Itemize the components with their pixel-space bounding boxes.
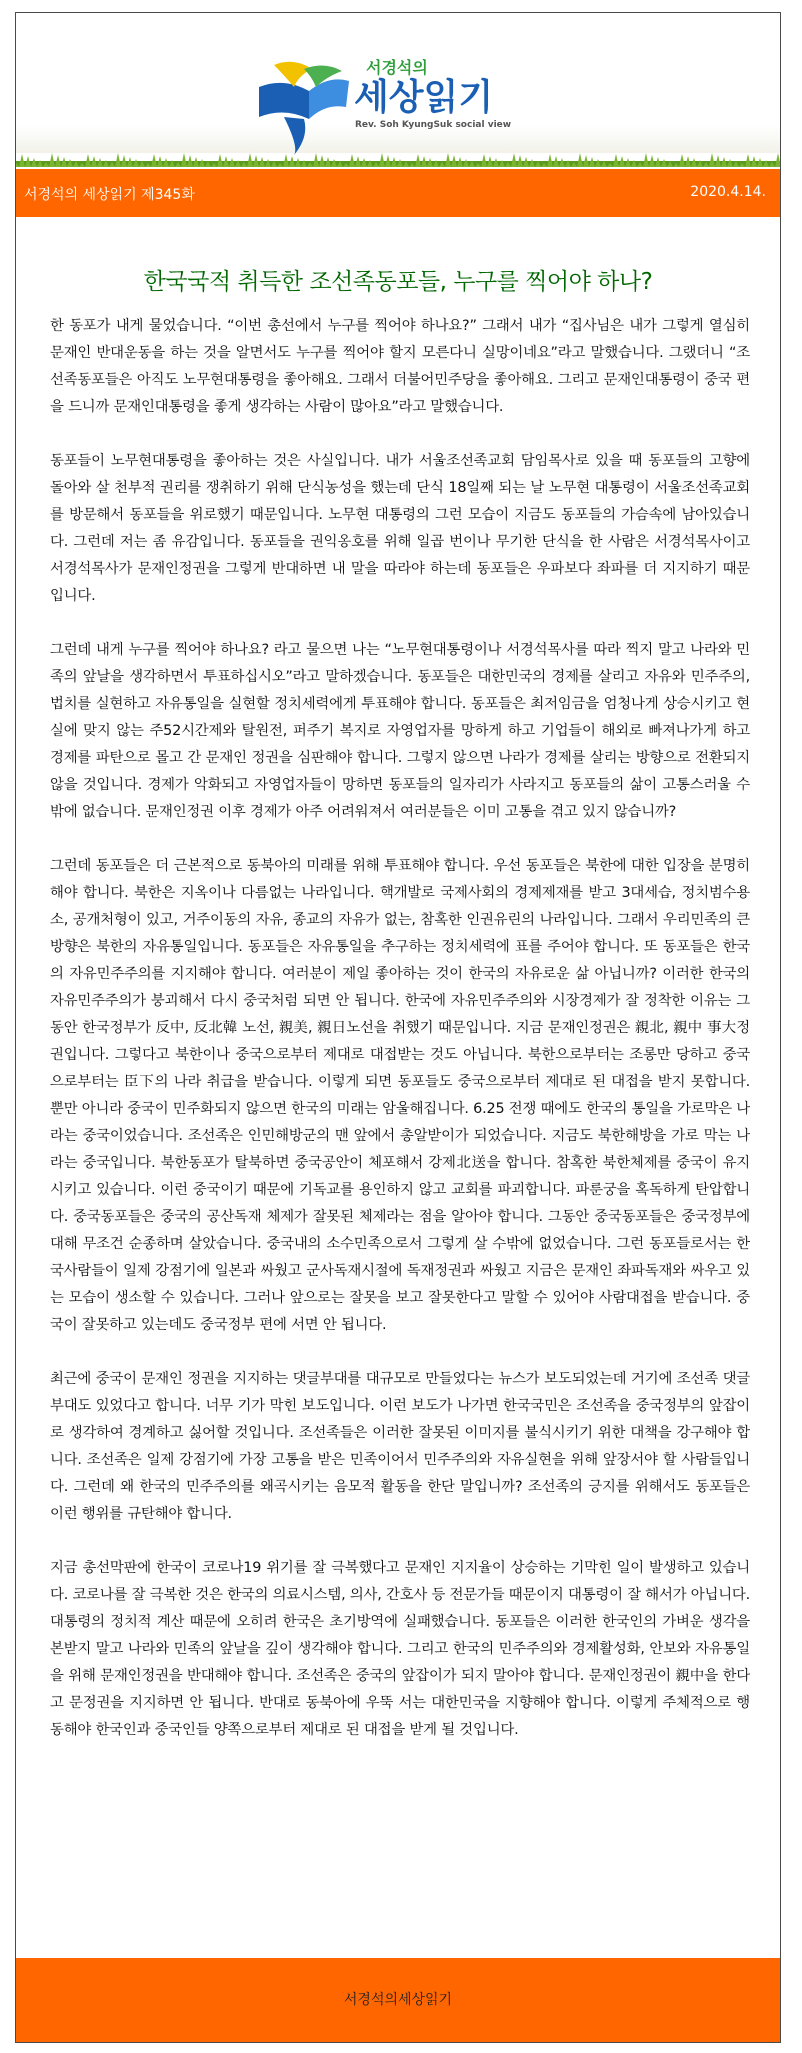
site-logo[interactable] [254, 57, 584, 157]
book-logo-icon [259, 62, 349, 155]
paragraph: 한 동포가 내게 물었습니다. “이번 총선에서 누구를 찍어야 하나요?” 그래서 내가 “집사님은 내가 그렇게 열심히 문재인 반대운동을 하는 것을 알면서도 누구를 찍어야 할지 모른다니 실망이네요”라고 말했습니다. 그랬더니 “조선족동포들은 아직도 노무현대통령을 좋아해요. 그래서 더불어민주당을 좋아해요. 그리고 문재인대통령이 중국 편을 드니까 문재인대통령을 좋게 생각하는 사람이 많아요”라고 말했습니다. [50, 318, 750, 415]
article-body [50, 313, 750, 1771]
footer [16, 1958, 780, 2042]
paragraph: 그런데 내게 누구를 찍어야 하나요? 라고 물으면 나는 “노무현대통령이나 서경석목사를 따라 찍지 말고 나라와 민족의 앞날을 생각하면서 투표하십시오”라고 말하겠습니다. 동포들은 대한민국의 경제를 살리고 자유와 민주주의, 법치를 실현하고 자유통일을 실현할 정치세력에게 투표해야 합니다. 동포들은 최저임금을 엄청나게 상승시키고 현실에 맞지 않는 주52시간제와 탈원전, 퍼주기 복지로 자영업자를 망하게 하고 기업들이 해외로 빠져나가게 하고 경제를 파탄으로 몰고 간 문재인 정권을 심판해야 합니다. 그렇지 않으면 나라가 경제를 살리는 방향으로 전환되지 않을 것입니다. 경제가 악화되고 자영업자들이 망하면 동포들의 일자리가 사라지고 동포들의 삶이 고통스러울 수밖에 없습니다. 문재인정권 이후 경제가 아주 어려워져서 여러분들은 이미 고통을 겪고 있지 않습니까? [50, 642, 750, 820]
logo-big-text: 세상읽기 [354, 77, 494, 118]
series-label: 서경석의 세상읽기 제345화 [24, 187, 195, 203]
header-bar [16, 169, 780, 217]
header [16, 13, 780, 153]
grass-divider [16, 149, 780, 167]
page-frame [15, 12, 781, 2043]
article-title: 한국국적 취득한 조선족동포들, 누구를 찍어야 하나? [143, 269, 653, 295]
logo-sub-text: Rev. Soh KyungSuk social view [355, 120, 512, 130]
paragraph: 지금 총선막판에 한국이 코로나19 위기를 잘 극복했다고 문재인 지지율이 상승하는 기막힌 일이 발생하고 있습니다. 코로나를 잘 극복한 것은 한국의 의료시스템, 의사, 간호사 등 전문가들 때문이지 대통령이 잘 해서가 아닙니다. 대통령의 정치적 계산 때문에 오히려 한국은 초기방역에 실패했습니다. 동포들은 이러한 한국인의 가벼운 생각을 본받지 말고 나라와 민족의 앞날을 깊이 생각해야 합니다. 그리고 한국의 민주주의와 경제활성화, 안보와 자유통일을 위해 문재인정권을 반대해야 합니다. 조선족은 중국의 앞잡이가 되지 말아야 합니다. 문재인정권이 親中을 한다고 문정권을 지지하면 안 됩니다. 반대로 동북아에 우뚝 서는 대한민국을 지향해야 합니다. 이렇게 주체적으로 행동해야 한국인과 중국인들 양쪽으로부터 제대로 된 대접을 받게 될 것입니다. [50, 1560, 750, 1738]
paragraph: 최근에 중국이 문재인 정권을 지지하는 댓글부대를 대규모로 만들었다는 뉴스가 보도되었는데 거기에 조선족 댓글부대도 있었다고 합니다. 너무 기가 막힌 보도입니다. 이런 보도가 나가면 한국국민은 조선족을 중국정부의 앞잡이로 생각하여 경계하고 싫어할 것입니다. 조선족들은 이러한 잘못된 이미지를 불식시키기 위한 대책을 강구해야 합니다. 조선족은 일제 강점기에 가장 고통을 받은 민족이어서 민주주의와 자유실현을 위해 앞장서야 할 사람들입니다. 그런데 왜 한국의 민주주의를 왜곡시키는 음모적 활동을 한단 말입니까? 조선족의 긍지를 위해서도 동포들은 이런 행위를 규탄해야 합니다. [50, 1371, 750, 1522]
paragraph: 동포들이 노무현대통령을 좋아하는 것은 사실입니다. 내가 서울조선족교회 담임목사로 있을 때 동포들의 고향에 돌아와 살 천부적 권리를 쟁취하기 위해 단식농성을 했는데 단식 18일째 되는 날 노무현 대통령이 서울조선족교회를 방문해서 동포들을 위로했기 때문입니다. 노무현 대통령의 그런 모습이 지금도 동포들의 가슴속에 남아있습니다. 그런데 저는 좀 유감입니다. 동포들을 권익옹호를 위해 일곱 번이나 무기한 단식을 한 사람은 서경석목사이고 서경석목사가 문재인정권을 그렇게 반대하면 내 말을 따라야 하는데 동포들은 우파보다 좌파를 더 지지하기 때문입니다. [50, 453, 750, 604]
footer-text: 서경석의세상읽기 [343, 1992, 453, 2008]
logo-small-text: 서경석의 [366, 58, 428, 77]
paragraph: 그런데 동포들은 더 근본적으로 동북아의 미래를 위해 투표해야 합니다. 우선 동포들은 북한에 대한 입장을 분명히 해야 합니다. 북한은 지옥이나 다름없는 나라입니다. 핵개발로 국제사회의 경제제재를 받고 3대세습, 정치범수용소, 공개처형이 있고, 거주이동의 자유, 종교의 자유가 없는, 참혹한 인권유린의 나라입니다. 그래서 우리민족의 큰 방향은 북한의 자유통일입니다. 동포들은 자유통일을 추구하는 정치세력에 표를 주어야 합니다. 또 동포들은 한국의 자유민주주의를 지지해야 합니다. 여러분이 제일 좋아하는 것이 한국의 자유로운 삶 아닙니까? 이러한 한국의 자유민주주의가 붕괴해서 다시 중국처럼 되면 안 됩니다. 한국에 자유민주주의와 시장경제가 잘 정착한 이유는 그동안 한국정부가 反中, 反北韓 노선, 親美, 親日노선을 취했기 때문입니다. 지금 문재인정권은 親北, 親中 事大정권입니다. 그렇다고 북한이나 중국으로부터 제대로 대접받는 것도 아닙니다. 북한으로부터는 조롱만 당하고 중국으로부터는 臣下의 나라 취급을 받습니다. 이렇게 되면 동포들도 중국으로부터 제대로 된 대접을 받지 못합니다. 뿐만 아니라 중국이 민주화되지 않으면 한국의 미래는 암울해집니다. 6.25 전쟁 때에도 한국의 통일을 가로막은 나라는 중국이었습니다. 조선족은 인민해방군의 맨 앞에서 총알받이가 되었습니다. 지금도 북한해방을 가로 막는 나라는 중국입니다. 북한동포가 탈북하면 중국공안이 체포해서 강제北送을 합니다. 참혹한 북한체제를 중국이 유지시키고 있습니다. 이런 중국이기 때문에 기독교를 용인하지 않고 교회를 파괴합니다. 파룬궁을 혹독하게 탄압합니다. 중국동포들은 중국의 공산독재 체제가 잘못된 체제라는 점을 알아야 합니다. 그동안 중국동포들은 중국정부에 대해 무조건 순종하며 살았습니다. 중국내의 소수민족으로서 그렇게 살 수밖에 없었습니다. 그런 동포들로서는 한국사람들이 일제 강점기에 일본과 싸웠고 군사독재시절에 독재정권과 싸웠고 지금은 문재인 좌파독재와 싸우고 있는 모습이 생소할 수 있습니다. 그러나 앞으로는 잘못을 보고 잘못한다고 말할 수 있어야 사람대접을 받습니다. 중국이 잘못하고 있는데도 중국정부 편에 서면 안 됩니다. [50, 858, 750, 1333]
publish-date: 2020.4.14. [690, 184, 766, 200]
